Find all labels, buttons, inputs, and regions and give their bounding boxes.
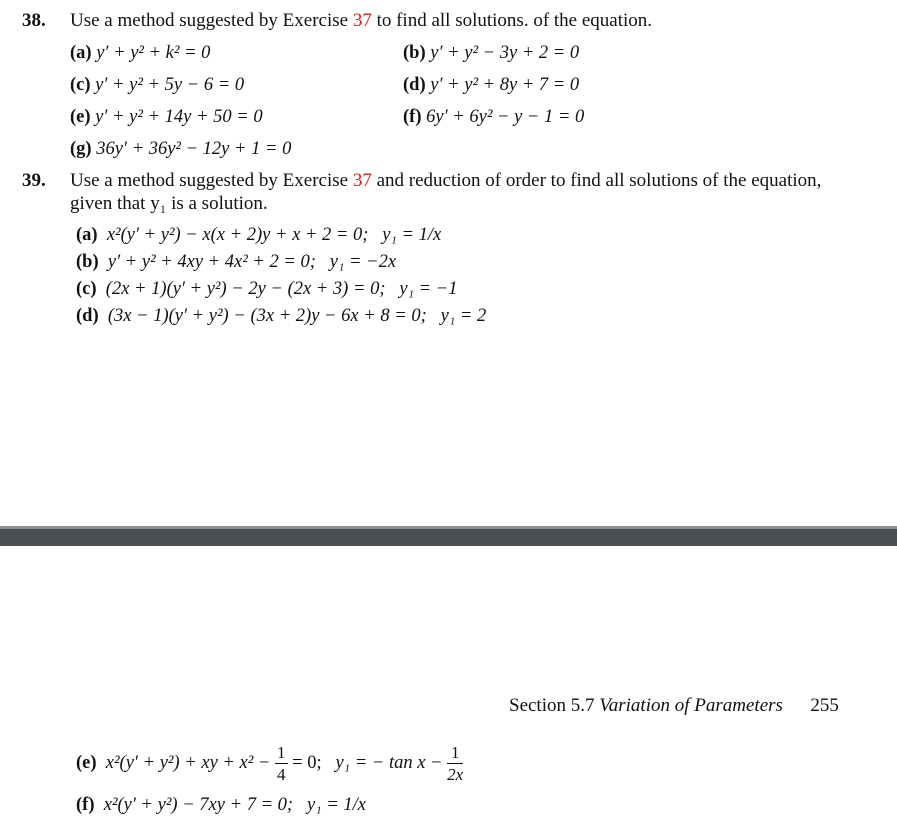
- fraction-numerator: 1: [277, 743, 286, 762]
- exercise-39-part-d: [76, 306, 486, 327]
- part-label: (a): [70, 43, 92, 63]
- exercise-38-text-before: Use a method suggested by Exercise: [70, 10, 353, 31]
- equation-start: x²(y′ + y²) + xy + x² −: [105, 752, 271, 773]
- given-solution: y₁ = 2: [440, 306, 487, 326]
- exercise-39-text-after: and reduction of order to find all solutions of the equation,: [371, 170, 822, 191]
- section-number: Section 5.7: [509, 695, 595, 716]
- equation: y′ + y² + 5y − 6 = 0: [95, 75, 245, 95]
- exercise-39-text-before: Use a method suggested by Exercise: [70, 170, 353, 191]
- fraction-denominator: 2x: [447, 765, 464, 784]
- fraction-denominator: 4: [277, 765, 286, 784]
- exercise-38-part-e: [70, 107, 263, 128]
- equation: y′ + y² + 4xy + 4x² + 2 = 0;: [107, 252, 316, 272]
- exercise-39-prompt-line2: given that y₁ is a solution.: [70, 193, 268, 214]
- exercise-39-part-a: [76, 225, 441, 246]
- equation: 36y′ + 36y² − 12y + 1 = 0: [96, 139, 292, 159]
- exercise-38-number: 38.: [22, 10, 46, 31]
- exercise-38-part-g: [70, 139, 291, 160]
- equation: 6y′ + 6y² − y − 1 = 0: [426, 107, 585, 127]
- fraction-one-over-2x: [447, 744, 463, 783]
- exercise-37-link[interactable]: 37: [352, 170, 372, 191]
- exercise-39-number: 39.: [22, 170, 46, 191]
- page-number: 255: [810, 695, 839, 716]
- equation: y′ + y² + 8y + 7 = 0: [430, 75, 580, 95]
- exercise-38-text-after: to find all solutions. of the equation.: [371, 10, 653, 31]
- part-label: (b): [76, 252, 99, 272]
- section-title: Variation of Parameters: [599, 695, 783, 716]
- part-label: (d): [76, 306, 99, 326]
- part-label: (d): [403, 75, 426, 95]
- page-separator-highlight: [0, 526, 897, 529]
- exercise-39-part-b: [76, 252, 396, 273]
- part-label: (f): [76, 795, 95, 815]
- part-label: (c): [70, 75, 91, 95]
- exercise-38-part-b: [403, 43, 579, 64]
- equation: y′ + y² + k² = 0: [96, 43, 211, 63]
- given-solution: y₁ = −1: [399, 279, 458, 299]
- equation: x²(y′ + y²) − 7xy + 7 = 0;: [103, 795, 294, 815]
- exercise-38-part-c: [70, 75, 244, 96]
- exercise-39-prompt: [70, 170, 821, 192]
- equation-end: = 0;: [292, 752, 322, 773]
- exercise-38-prompt: [70, 10, 652, 32]
- fraction-one-quarter: [275, 744, 288, 783]
- page-separator: [0, 526, 897, 546]
- given-solution: y₁ = − tan x −: [335, 752, 443, 773]
- equation: (3x − 1)(y′ + y²) − (3x + 2)y − 6x + 8 = 0;: [107, 306, 427, 326]
- given-solution: y₁ = 1/x: [382, 225, 442, 245]
- part-label: (b): [403, 43, 426, 63]
- part-label: (f): [403, 107, 422, 127]
- equation: x²(y′ + y²) − x(x + 2)y + x + 2 = 0;: [106, 225, 369, 245]
- exercise-39-part-c: [76, 279, 457, 300]
- equation: y′ + y² − 3y + 2 = 0: [430, 43, 580, 63]
- equation: (2x + 1)(y′ + y²) − 2y − (2x + 3) = 0;: [105, 279, 386, 299]
- part-label: (g): [70, 139, 92, 159]
- given-solution: y₁ = 1/x: [306, 795, 366, 815]
- part-label: (a): [76, 225, 98, 245]
- exercise-38-part-a: [70, 43, 210, 64]
- running-header: [509, 695, 839, 717]
- part-label: (e): [76, 752, 97, 773]
- exercise-38-part-f: [403, 107, 584, 128]
- part-label: (e): [70, 107, 91, 127]
- exercise-38-part-d: [403, 75, 579, 96]
- equation: y′ + y² + 14y + 50 = 0: [95, 107, 263, 127]
- exercise-39-part-e: [76, 744, 463, 783]
- part-label: (c): [76, 279, 97, 299]
- exercise-37-link[interactable]: 37: [352, 10, 372, 31]
- exercise-39-part-f: [76, 795, 366, 816]
- fraction-numerator: 1: [447, 744, 463, 764]
- given-solution: y₁ = −2x: [329, 252, 397, 272]
